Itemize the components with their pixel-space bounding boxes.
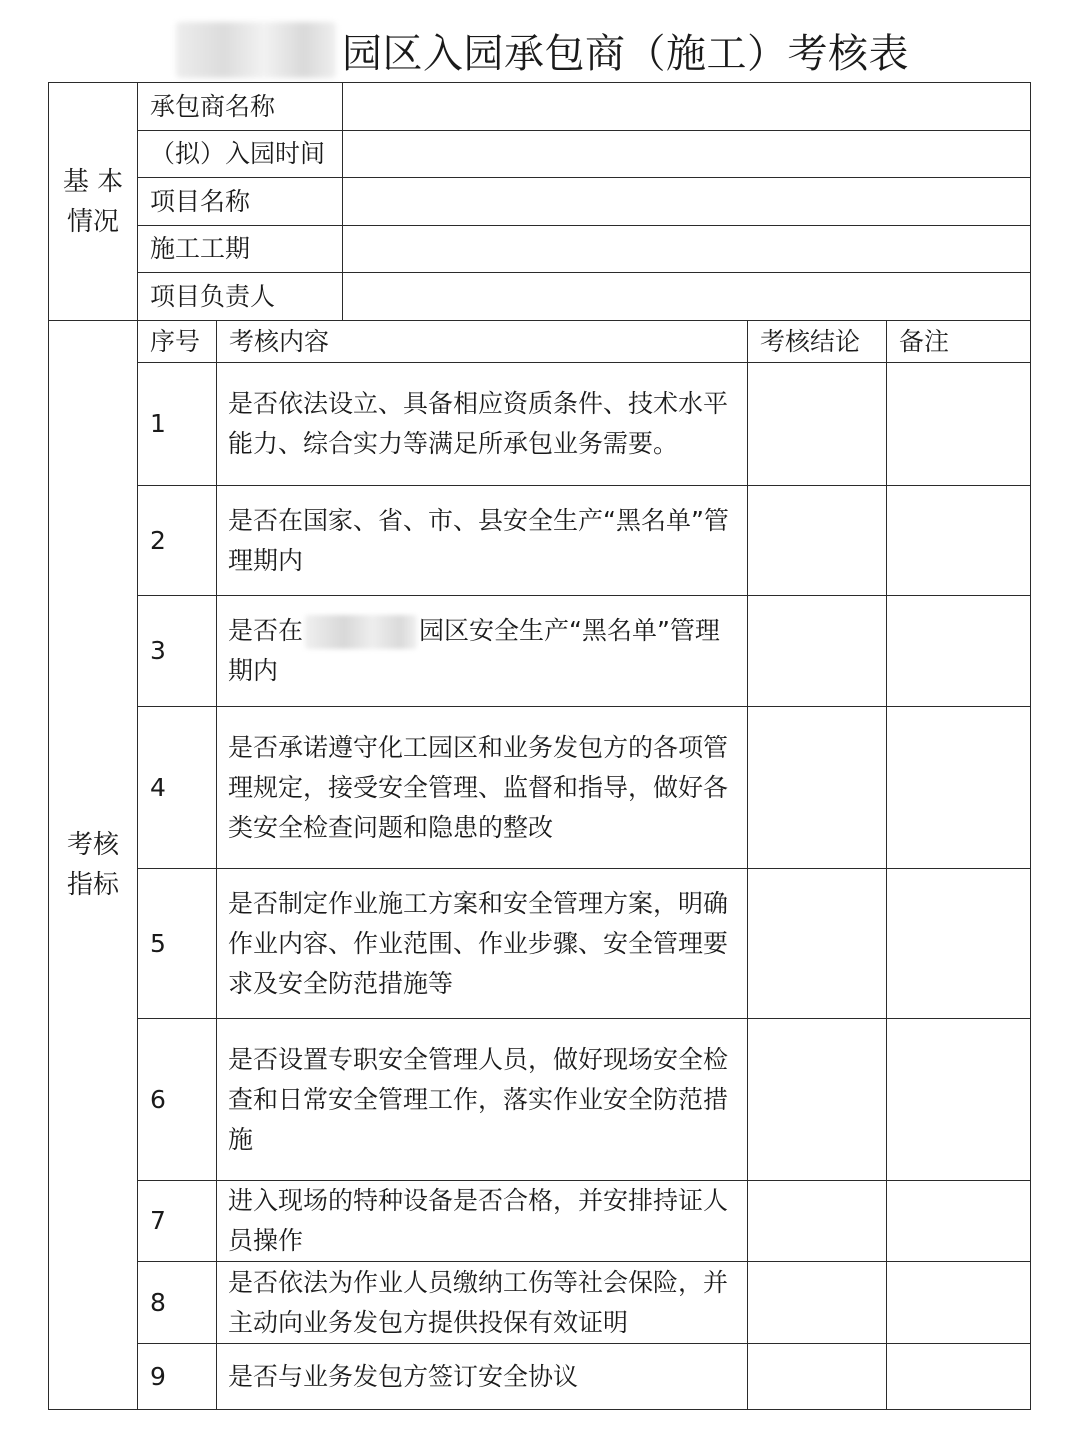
table-row xyxy=(49,707,1031,869)
field-label-project-manager: 项目负责人 xyxy=(138,273,343,321)
basic-row xyxy=(49,178,1031,226)
row-seq: 1 xyxy=(138,363,217,486)
row-content: 是否依法为作业人员缴纳工伤等社会保险，并主动向业务发包方提供投保有效证明 xyxy=(217,1262,748,1344)
field-label-project-name: 项目名称 xyxy=(138,178,343,226)
row-content: 是否在国家、省、市、县安全生产“黑名单”管理期内 xyxy=(217,486,748,596)
redacted-park-name xyxy=(305,615,417,649)
row-content: 是否制定作业施工方案和安全管理方案，明确作业内容、作业范围、作业步骤、安全管理要求及安全防范措施等 xyxy=(217,869,748,1019)
row-conclusion-cell[interactable] xyxy=(748,1262,887,1344)
row-conclusion-cell[interactable] xyxy=(748,1019,887,1181)
table-row xyxy=(49,1181,1031,1262)
row-content: 是否依法设立、具备相应资质条件、技术水平能力、综合实力等满足所承包业务需要。 xyxy=(217,363,748,486)
assessment-header-row xyxy=(49,321,1031,363)
row-seq: 2 xyxy=(138,486,217,596)
basic-section-label xyxy=(49,83,138,321)
basic-row xyxy=(49,131,1031,178)
redacted-org-name xyxy=(176,22,336,78)
row-conclusion-cell[interactable] xyxy=(748,707,887,869)
row-seq: 9 xyxy=(138,1344,217,1410)
table-row xyxy=(49,363,1031,486)
row-content xyxy=(217,596,748,707)
row-remarks-cell[interactable] xyxy=(887,1262,1031,1344)
row-remarks-cell[interactable] xyxy=(887,1019,1031,1181)
row-content-post: 园区安全生产“黑名单”管理期内 xyxy=(228,616,720,685)
table-row xyxy=(49,1019,1031,1181)
table-row xyxy=(49,596,1031,707)
table-row xyxy=(49,1344,1031,1410)
row-remarks-cell[interactable] xyxy=(887,486,1031,596)
field-label-construction-period: 施工工期 xyxy=(138,226,343,273)
field-value-entry-time[interactable] xyxy=(343,131,1031,178)
row-remarks-cell[interactable] xyxy=(887,1181,1031,1262)
row-remarks-cell[interactable] xyxy=(887,1344,1031,1410)
page-title: 园区入园承包商（施工）考核表 xyxy=(342,31,909,77)
row-remarks-cell[interactable] xyxy=(887,707,1031,869)
row-conclusion-cell[interactable] xyxy=(748,363,887,486)
row-seq: 8 xyxy=(138,1262,217,1344)
row-remarks-cell[interactable] xyxy=(887,596,1031,707)
assessment-form-table xyxy=(48,82,1031,1410)
basic-row xyxy=(49,83,1031,131)
row-seq: 3 xyxy=(138,596,217,707)
row-seq: 5 xyxy=(138,869,217,1019)
row-conclusion-cell[interactable] xyxy=(748,486,887,596)
row-content: 是否设置专职安全管理人员，做好现场安全检查和日常安全管理工作，落实作业安全防范措施 xyxy=(217,1019,748,1181)
title-row xyxy=(0,22,1080,86)
row-conclusion-cell[interactable] xyxy=(748,596,887,707)
row-content: 是否与业务发包方签订安全协议 xyxy=(217,1344,748,1410)
row-seq: 6 xyxy=(138,1019,217,1181)
row-seq: 4 xyxy=(138,707,217,869)
header-conclusion: 考核结论 xyxy=(748,321,887,363)
header-seq: 序号 xyxy=(138,321,217,363)
basic-row xyxy=(49,226,1031,273)
row-seq: 7 xyxy=(138,1181,217,1262)
field-label-entry-time: （拟）入园时间 xyxy=(138,131,343,178)
field-value-project-name[interactable] xyxy=(343,178,1031,226)
header-remarks: 备注 xyxy=(887,321,1031,363)
table-row xyxy=(49,869,1031,1019)
row-content: 是否承诺遵守化工园区和业务发包方的各项管理规定，接受安全管理、监督和指导，做好各类安全检查问题和隐患的整改 xyxy=(217,707,748,869)
header-content: 考核内容 xyxy=(217,321,748,363)
field-value-contractor-name[interactable] xyxy=(343,83,1031,131)
field-value-project-manager[interactable] xyxy=(343,273,1031,321)
table-row xyxy=(49,486,1031,596)
assessment-section-label xyxy=(49,321,138,1410)
assessment-section-label-text: 考核 指标 xyxy=(66,830,119,900)
row-remarks-cell[interactable] xyxy=(887,363,1031,486)
row-conclusion-cell[interactable] xyxy=(748,1181,887,1262)
basic-section-label-text: 基 本 情况 xyxy=(62,166,124,237)
row-remarks-cell[interactable] xyxy=(887,869,1031,1019)
table-row xyxy=(49,1262,1031,1344)
row-content: 进入现场的特种设备是否合格，并安排持证人员操作 xyxy=(217,1181,748,1262)
field-value-construction-period[interactable] xyxy=(343,226,1031,273)
row-conclusion-cell[interactable] xyxy=(748,869,887,1019)
field-label-contractor-name: 承包商名称 xyxy=(138,83,343,131)
basic-row xyxy=(49,273,1031,321)
row-conclusion-cell[interactable] xyxy=(748,1344,887,1410)
row-content-pre: 是否在 xyxy=(228,616,304,645)
